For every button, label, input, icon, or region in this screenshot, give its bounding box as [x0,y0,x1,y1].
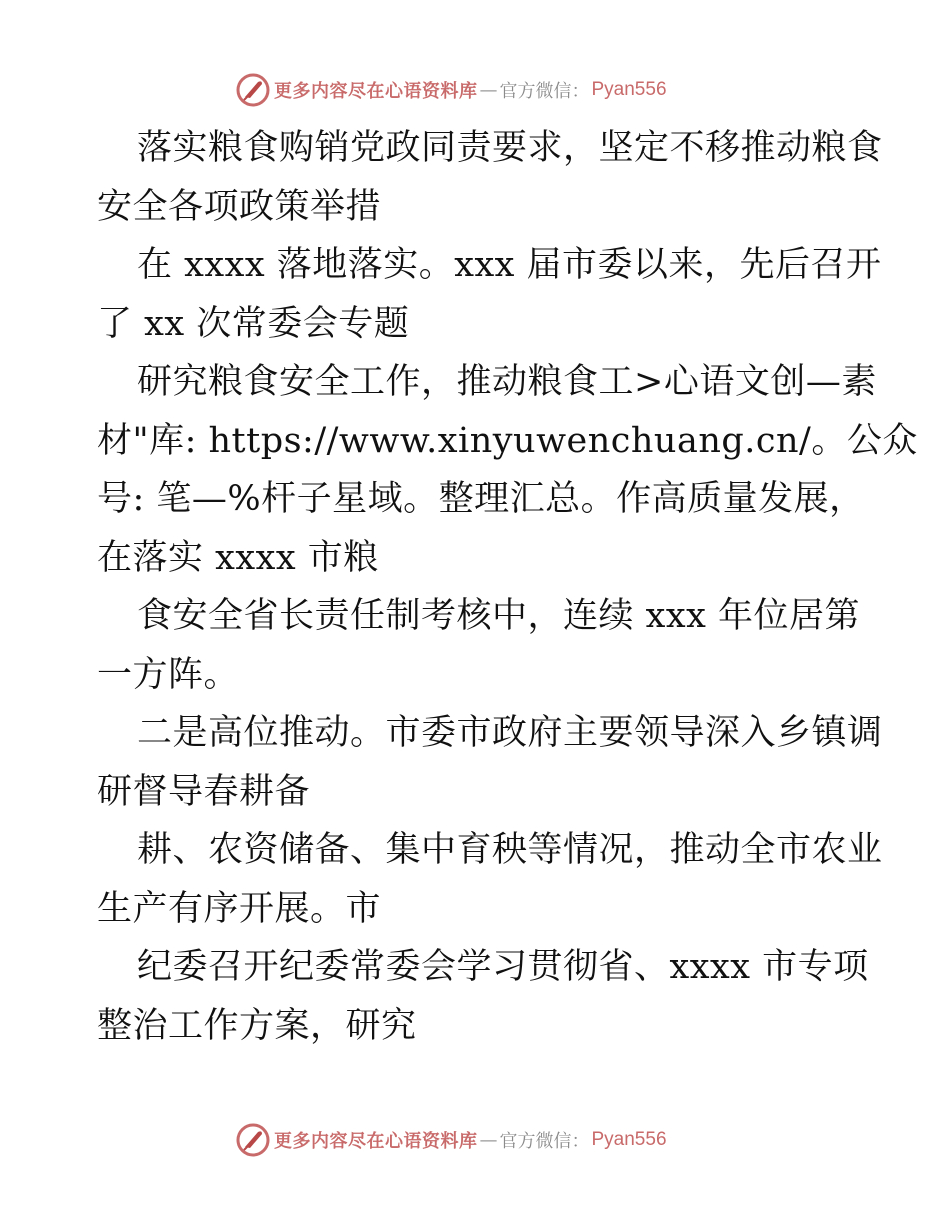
paragraph-3-line-4: 在落实 xxxx 市粮 [97,537,379,578]
watermark-label: 官方微信： [499,1131,590,1152]
paragraph-1-line-1: 落实粮食购销党政同责要求，坚定不移推动粮食 [137,128,883,168]
header-watermark [236,72,667,108]
paragraph-2-line-2: 了 xx 次常委会专题 [97,303,410,344]
watermark-main-text: 更多内容尽在心语资料库 [274,1131,478,1152]
paragraph-4-line-2: 一方阵。 [97,654,240,695]
paragraph-7-line-1: 纪委召开纪委常委会学习贯彻省、xxxx 市专项 [137,947,869,987]
quill-pen-logo-icon [236,73,270,107]
watermark-dash: — [479,1129,498,1151]
watermark-wechat-id: Pyan556 [591,79,667,100]
document-body [97,119,918,1055]
paragraph-3-line-2: 材"库: https://www.xinyuwenchuang.cn/。公众 [97,420,918,461]
paragraph-4-line-1: 食安全省长责任制考核中，连续 xxx 年位居第 [137,596,860,636]
paragraph-3-line-3: 号: 笔—%杆子星域。整理汇总。作高质量发展， [97,479,865,519]
paragraph-6-line-1: 耕、农资储备、集中育秧等情况，推动全市农业 [137,830,883,870]
footer-watermark [236,1122,667,1158]
watermark-wechat-id: Pyan556 [591,1129,667,1150]
paragraph-1-line-2: 安全各项政策举措 [97,186,382,227]
paragraph-3-line-1: 研究粮食安全工作，推动粮食工>心语文创—素 [137,362,877,402]
watermark-main-text: 更多内容尽在心语资料库 [274,81,478,102]
quill-pen-logo-icon [236,1123,270,1157]
paragraph-2-line-1: 在 xxxx 落地落实。xxx 届市委以来，先后召开 [137,245,882,285]
watermark-label: 官方微信： [499,81,590,102]
paragraph-7-line-2: 整治工作方案，研究 [97,1005,417,1046]
paragraph-6-line-2: 生产有序开展。市 [97,888,382,929]
paragraph-5-line-1: 二是高位推动。市委市政府主要领导深入乡镇调 [137,713,883,753]
paragraph-5-line-2: 研督导春耕备 [97,771,311,812]
watermark-dash: — [479,79,498,101]
